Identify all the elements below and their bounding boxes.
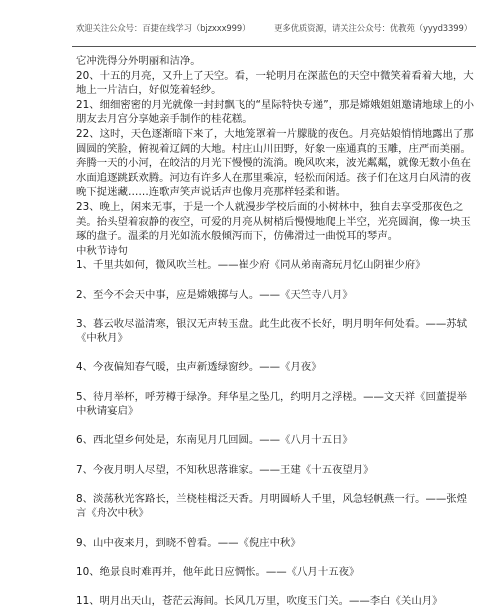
poem-line: 4、今夜偏知春气暖，虫声新透绿窗纱。——《月夜》 bbox=[76, 361, 322, 374]
page-header bbox=[76, 22, 472, 34]
paragraph: 23、晚上，闲来无事，于是一个人就漫步学校后面的小树林中，独自去享受那夜色之美。抬头望着寂静的夜空，可爱的月亮从树梢后慢慢地爬上半空，光亮圆润，像一块玉琢的盘子。温柔的月光如流水般倾泻而下，仿佛滑过一曲悦耳的琴声。 bbox=[76, 200, 471, 243]
header-right-text: 更多优质资源，请关注公众号：优教苑（yyyd3399） bbox=[274, 23, 472, 33]
paragraph: 20、十五的月亮，又升上了天空。看，一轮明月在深蓝色的天空中微笑着看着大地，大地上一片洁白，好似笼着轻纱。 bbox=[76, 69, 474, 97]
poem-line: 7、今夜月明人尽望，不知秋思落谁家。——王建《十五夜望月》 bbox=[76, 463, 374, 476]
header-left-text: 欢迎关注公众号：百捷在线学习（bjzxxx999） bbox=[76, 23, 251, 33]
poem-line: 11、明月出天山，苍茫云海间。长风几万里，吹度玉门关。——李白《关山月》 bbox=[76, 594, 443, 607]
poem-line: 5、待月举杯，呼芳樽于绿净。拜华星之坠几，约明月之浮槎。——文天祥《回董提举中秋请宴启》 bbox=[76, 390, 468, 418]
paragraph: 21、细细密密的月光就像一封封飘飞的“星际特快专递”，那是嫦娥姐姐邀请地球上的小朋友去月宫分享她亲手制作的桂花糕。 bbox=[76, 98, 475, 126]
poem-line: 9、山中夜来月，到晓不曾看。——《倪庄中秋》 bbox=[76, 536, 301, 549]
poem-line: 1、千里共如何，微风吹兰杜。——崔少府《同从弟南斋玩月忆山阴崔少府》 bbox=[76, 259, 426, 272]
poem-line: 6、西北望乡何处是，东南见月几回圆。——《八月十五日》 bbox=[76, 434, 353, 447]
paragraph: 它冲洗得分外明丽和洁净。 bbox=[76, 55, 201, 67]
section-heading: 中秋节诗句 bbox=[76, 244, 128, 257]
poem-line: 10、绝景良时难再并，他年此日应惆怅。——《八月十五夜》 bbox=[76, 565, 360, 578]
paragraph: 22、这时，天色逐渐暗下来了，大地笼罩着一片朦胧的夜色。月亮姑娘悄悄地露出了那圆圆的笑脸，俯视着辽阔的大地。村庄山川田野，好象一座通真的玉雕，庄严而美丽。奔腾一天的小河，在皎洁的月光下慢慢的流淌。晚风吹来，波光粼粼，就像无数小鱼在水面追逐跳跃欢腾。河边有许多人在那里乘凉，轻松而闲适。孩子们在这月白风清的夜晚下捉迷藏……连歌声笑声说话声也像月亮那样轻柔和谐。 bbox=[76, 127, 474, 199]
document-body bbox=[76, 54, 476, 609]
poem-line: 3、暮云收尽溢清寒，银汉无声转玉盘。此生此夜不长好，明月明年何处看。——苏轼《中秋月》 bbox=[76, 317, 468, 345]
poem-line: 8、淡荡秋光客路长，兰桡桂楫泛天香。月明圆峤人千里，风急轻帆燕一行。——张煌言《舟次中秋》 bbox=[76, 492, 468, 520]
header-divider bbox=[72, 46, 476, 47]
poem-line: 2、至今不会天中事，应是嫦娥掷与人。——《天竺寺八月》 bbox=[76, 288, 353, 301]
